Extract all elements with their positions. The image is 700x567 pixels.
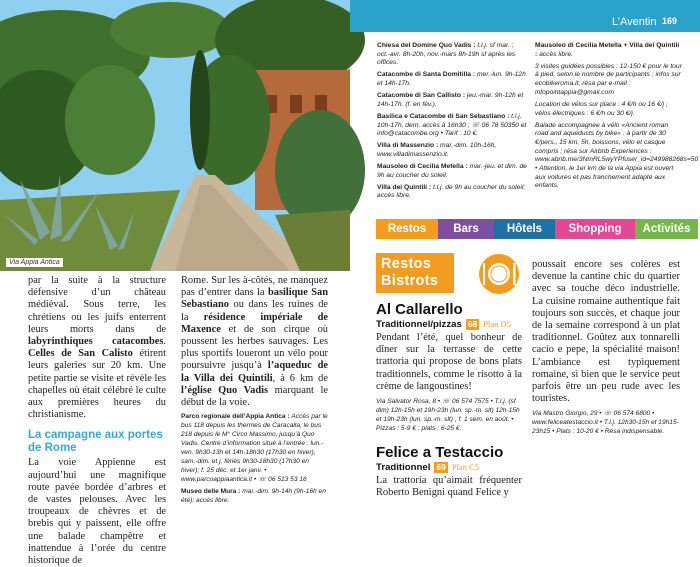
rome-paragraph <box>181 275 328 409</box>
plan-reference[interactable]: Plan D5 <box>483 319 511 329</box>
text-run: . <box>163 336 166 348</box>
info-entry-text: mer.-lun. 9h-12h et 14h-17h. <box>377 71 526 88</box>
info-entry-text: t.l.j. de 9h au coucher du soleil; accès libre. <box>377 183 526 200</box>
section-title: La campagne aux portes de Rome <box>28 429 163 455</box>
text-run: , à 6 km de <box>272 372 328 384</box>
tab-shopping[interactable]: Shopping <box>555 219 635 239</box>
info-entry-text: accès libre. <box>537 50 573 58</box>
info-entry-text: Location de vélos sur place : 4 €/h ou 16 €/j ; vélos électriques : 6 €/h ou 30 €/j. <box>535 100 668 117</box>
restaurant-category-row <box>376 318 522 331</box>
restaurant-address: Via Salvator Rosa, 8 • ☏ 06 574 7575 • T.l.j. (sf dim) 12h-15h et 19h-23h (lun. sp.-m. slt) 12h-15h et 19h-23h (lun. sp.-m. slt) ; f. 1 sem. en août. • Pizzas : 5-9 € ; plats : 6-25 €. <box>376 398 520 432</box>
park-info <box>181 413 328 484</box>
tab-hotels[interactable]: Hôtels <box>494 219 555 239</box>
text-run: et de son cirque où poussent les herbes sauvages. Les plus sportifs loueront un vélo pour poursuivre jusqu’à <box>181 323 328 372</box>
info-entry <box>535 121 699 192</box>
text-run: ou dans les ruines de la <box>181 299 328 323</box>
bold-run: l’aqueduc de la Villa dei Quintili <box>181 360 328 384</box>
plan-reference[interactable]: Plan C5 <box>451 461 479 472</box>
info-entry-title: Villa di Massenzio : <box>377 142 439 150</box>
info-entry <box>377 92 527 109</box>
info-entry-title: Mausoleo di Cecilia Metella + Villa dei Quintili : <box>535 42 680 58</box>
bold-run: labyrinthiques catacombes <box>28 336 164 348</box>
restaurant-description: Pendant l’été, quel bonheur de dîner sur la terrasse de cette trattoria qui propose de bons plats traditionnels, comme le risotto à la crème de langoustines! <box>376 332 522 392</box>
page-number: 169 <box>662 16 678 26</box>
info-entry-text: Balade accompagnée à vélo «Ancient roman road and aqueducts by bike» : à partir de 30 €/pers., 15 km, 5h, boissons, vélo et casque compris ; résa sur Airbnb Experiences : www.abnb.me/3NmRL5wyYPfuser_id=249988268s=50 • Attention, le 1er km de la via Appia est ouvert aux voitures et pas franchement adapté aux enfants. <box>535 121 699 190</box>
info-entry <box>377 142 527 159</box>
left-column-2 <box>181 275 328 506</box>
restaurant-name: Felice a Testaccio <box>376 443 504 461</box>
tab-activites[interactable]: Activités <box>635 219 698 239</box>
museum-info-title: Museo delle Mura : <box>181 488 241 496</box>
museum-info-text: mar.-dim. 9h-14h (9h-16h en été); accès libre. <box>181 488 326 505</box>
tab-bars[interactable]: Bars <box>438 219 494 239</box>
header-line: Bistrots <box>381 273 439 289</box>
text-run: marquant le début de la voie. <box>181 384 328 409</box>
info-column-right <box>535 42 699 194</box>
header-line: Restos <box>381 256 432 272</box>
restaurant-category: Traditionnel/pizzas <box>376 319 462 330</box>
photo-caption: Via Appia Antica <box>6 258 63 267</box>
restaurant-description-continued: poussait encore ses colères est devenue la cantine chic du quartier avec sa touche déco industrielle. La cuisine romaine authentique fait toujours son succès, et chaque jour de la semaine correspond à un plat traditionnel. Goûtez aux tonnarelli cacio e pepe, la spécialité maison! L’ambiance est typiquement romaine, si bien que le service peut parfois être un peu rude avec les touristes. <box>532 259 680 405</box>
tab-restos[interactable]: Restos <box>376 219 438 239</box>
page-header-title: L’Aventin <box>612 16 657 28</box>
info-column-left <box>377 42 527 204</box>
restaurant-name: Al Callarello <box>376 301 463 318</box>
restaurant-category: Traditionnel <box>376 461 431 473</box>
campagne-paragraph: La voie Appienne est aujourd’hui une magnifique route pavée bordée d’arbres et de vastes pelouses. Avec les troupeaux de chèvres et de brebis qui y paissent, elle offre une balade champêtre et inattendue à l’orée du centre historique de <box>28 457 166 567</box>
info-entry-text: mar.-jeu. et dim. de 9h au coucher du soleil. <box>377 162 527 179</box>
text-run: par la suite à la structure défensive d’un château médiéval. Sous terre, les chrétiens ou les juifs enterrent leurs morts dans de <box>28 275 166 335</box>
info-entry <box>377 71 527 88</box>
info-entry-title: Catacombe di Santa Domitilla : <box>377 71 476 79</box>
intro-paragraph <box>28 275 166 421</box>
info-entry-text: t.l.j. sf mar. ; oct.-avr. 8h-20h, nov.-mars 8h-19h sf après les offices. <box>377 42 516 67</box>
bold-run: résidence impériale de Maxence <box>181 311 328 335</box>
info-entry-text: 3 visites guidées possibles : 12-150 € pour le tour à pied, selon le nombre de participants ; infos sur ecobikeroma.it; résa par e-mail : infopointappia@gmail.com <box>535 62 682 96</box>
text-run: étirent leurs galeries sur 20 km. Une petite partie se visite et révèle les chapelles où était célébré le culte aux premières heures du christianisme. <box>28 348 167 421</box>
park-web-link[interactable]: www.parcoappiaantica.it <box>181 475 253 483</box>
info-entry <box>377 184 527 201</box>
info-entry <box>377 113 527 139</box>
info-entry-title: Basilica e Catacombe di San Sebastiano : <box>377 112 510 120</box>
park-web[interactable]: • www.parcoappiaantica.it • ☏ 06 513 53 16 <box>181 466 307 483</box>
info-entry <box>377 42 527 68</box>
park-info-text: Accès par le bus 118 depuis les thermes de Caracalla, le bus 218 depuis le M° Circo Massimo, jusqu’à Quo Vadis. Centre d’information situé à l’entrée : lun.-ven. 9h30-13h et 14h-18h30 (17h30 en hiver), sam.-dim. et j. fériés 9h30-18h30 (17h30 en hiver); f. 25 déc. et 1er janv. <box>181 413 328 474</box>
left-column-1 <box>28 275 166 567</box>
info-entry <box>535 63 683 98</box>
park-info-title: Parco regionale dell’Appia Antica : <box>181 413 290 421</box>
park-phone: 06 513 53 16 <box>268 475 307 483</box>
restaurant-address: Via Mastro Giorgio, 29 • ☏ 06 574 6800 • www.feliceatestaccio.it • T.l.j. 12h30-15h et 19h15-23h15 • Plats : 10-20 € • Résa indispensable. <box>532 410 679 436</box>
bold-run: Celles de San Calisto <box>28 348 133 360</box>
plate-cutlery-icon <box>478 253 520 295</box>
plan-number-badge[interactable]: 68 <box>467 319 478 329</box>
via-appia-photo <box>0 0 350 271</box>
info-entry-title: Chiesa del Domine Quo Vadis : <box>377 42 476 49</box>
plan-number-badge[interactable]: 69 <box>436 461 446 472</box>
restaurant-column-2 <box>532 259 680 437</box>
info-entry-title: Villa dei Quintili : <box>377 183 432 191</box>
category-tabs <box>376 219 698 239</box>
info-entry <box>377 163 527 180</box>
museum-info <box>181 488 328 506</box>
info-entry-title: Catacombe di San Callisto : <box>377 92 466 100</box>
info-entry <box>535 42 683 59</box>
restaurant-category-row <box>376 461 522 474</box>
info-entry <box>535 101 683 118</box>
bold-run: basilique San Sebastiano <box>181 287 328 311</box>
restos-bistrots-header <box>376 253 454 293</box>
info-entry-text: mar.-dim. 10h-16h, www.villadimassenzio.it. <box>377 142 497 158</box>
restaurant-column-1 <box>376 301 522 499</box>
restaurant-description: La trattoria qu’aimait fréquenter Roberto Benigni quand Felice y <box>376 474 522 498</box>
info-entry-text: jeu.-mar. 9h-12h et 14h-17h. (f. en fév.). <box>377 92 524 108</box>
bold-run: l’église Quo Vadis <box>181 384 269 396</box>
info-entry-text: t.l.j. 10h-17h, dern. accès à 16h30 ; ☏ 06 78 50350 et info@catacombe.org • Tarif : 10 €. <box>377 112 527 138</box>
info-entry-title: Mausoleo di Cecilia Metella : <box>377 162 468 170</box>
text-run: Rome. Sur les à-côtés, ne manquez pas d’entrer dans la <box>181 275 328 299</box>
photo-illustration <box>0 0 350 271</box>
